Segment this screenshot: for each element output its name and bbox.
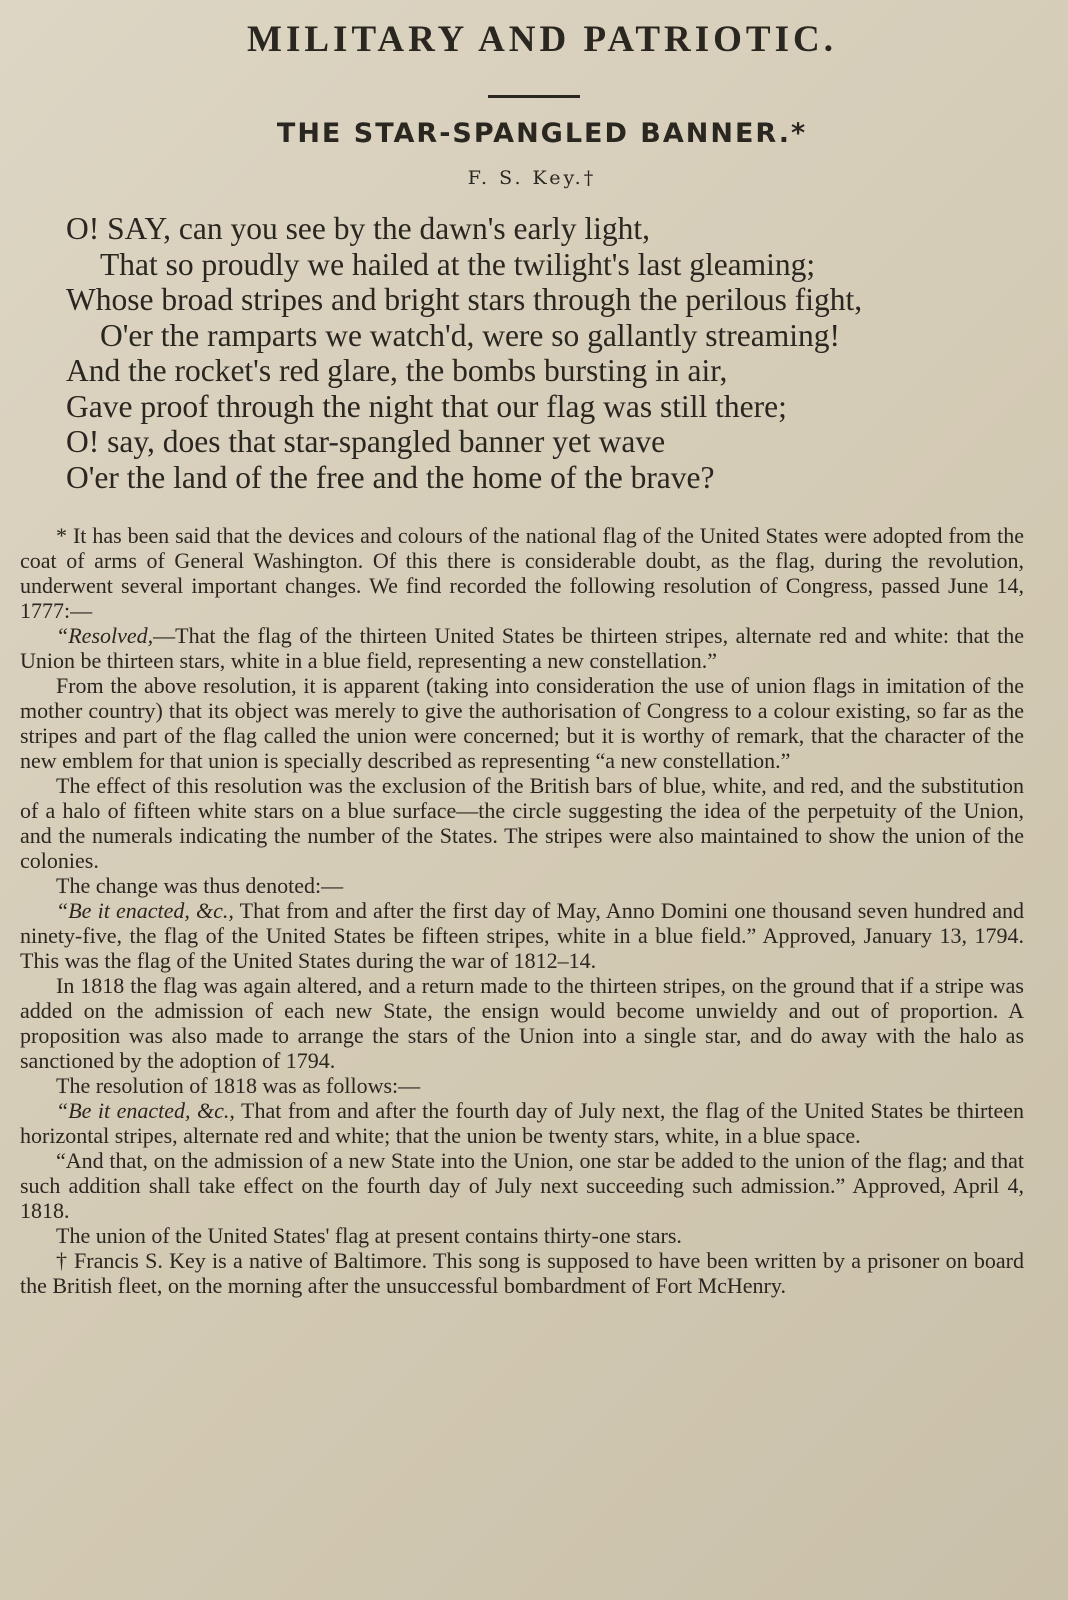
verse-line: Whose broad stripes and bright stars through the perilous fight, bbox=[66, 282, 863, 317]
footnote-paragraph: The resolution of 1818 was as follows:— bbox=[56, 1073, 421, 1098]
title-rule bbox=[488, 95, 580, 98]
poem-title: THE STAR-SPANGLED BANNER.* bbox=[276, 118, 808, 149]
footnote-paragraph: “And that, on the admission of a new State into the Union, one star be added to the union of the flag; and that such addition shall take effect on the fourth day of July next succeeding such admission.” Approved, April 4, 1818. bbox=[20, 1148, 1024, 1223]
footnote-paragraph bbox=[20, 1098, 1024, 1148]
poem-verse bbox=[66, 211, 1024, 495]
footnote-paragraph bbox=[20, 898, 1024, 973]
footnote-paragraph: From the above resolution, it is apparent (taking into consideration the use of union flags in imitation of the mother country) that its object was merely to give the authorisation of Congress to a colour existing, so far as the stripes and part of the flag called the union were concerned; but it is worthy of remark, that the character of the new emblem for that union is specially described as representing “a new constellation.” bbox=[20, 673, 1024, 773]
quote-body: —That the flag of the thirteen United States be thirteen stripes, alternate red and white: that the Union be thirteen stars, white in a blue field, representing a new constellation.” bbox=[20, 623, 1024, 673]
footnote-paragraph: The change was thus denoted:— bbox=[56, 873, 344, 898]
verse-line: And the rocket's red glare, the bombs bursting in air, bbox=[66, 353, 728, 388]
running-head: MILITARY AND PATRIOTIC. bbox=[247, 19, 837, 60]
footnote-paragraph: The effect of this resolution was the exclusion of the British bars of blue, white, and red, and the substitution of a halo of fifteen white stars on a blue surface—the circle suggesting the idea of the perpetuity of the Union, and the numerals indicating the number of the States. The stripes were also maintained to show the union of the colonies. bbox=[20, 773, 1024, 873]
poem-author: F. S. Key.† bbox=[467, 167, 597, 189]
verse-line: O! SAY, can you see by the dawn's early light, bbox=[66, 211, 650, 246]
quote-lead: “Be it enacted, &c., bbox=[56, 1098, 235, 1123]
quote-body: That from and after the first day of May, Anno Domini one thousand seven hundred and ninety-five, the flag of the United States be fifteen stripes, white in a blue field.” Approved, January 13, 1794. This was the flag of the United States during the war of 1812–14. bbox=[20, 898, 1025, 973]
footnote-paragraph: * It has been said that the devices and colours of the national flag of the United States were adopted from the coat of arms of General Washington. Of this there is considerable doubt, as the flag, during the revolution, underwent several important changes. We find recorded the following resolution of Congress, passed June 14, 1777:— bbox=[20, 523, 1024, 623]
verse-line: O! say, does that star-spangled banner yet wave bbox=[66, 424, 666, 459]
quote-body: That from and after the fourth day of July next, the flag of the United States be thirteen horizontal stripes, alternate red and white; that the union be twenty stars, white, in a blue space. bbox=[20, 1098, 1024, 1148]
verse-line: That so proudly we hailed at the twilight's last gleaming; bbox=[100, 246, 816, 282]
verse-line: O'er the ramparts we watch'd, were so gallantly streaming! bbox=[100, 317, 840, 353]
footnote-paragraph: The union of the United States' flag at present contains thirty-one stars. bbox=[56, 1223, 682, 1248]
footnote-paragraph: † Francis S. Key is a native of Baltimore. This song is supposed to have been written by a prisoner on board the British fleet, on the morning after the unsuccessful bombardment of Fort McHenry. bbox=[20, 1248, 1024, 1298]
verse-line: O'er the land of the free and the home of the brave? bbox=[66, 459, 715, 495]
footnotes bbox=[20, 523, 1024, 1298]
footnote-paragraph bbox=[20, 623, 1024, 673]
quote-lead: “Resolved, bbox=[56, 623, 154, 648]
verse-line: Gave proof through the night that our flag was still there; bbox=[66, 388, 787, 424]
footnote-paragraph: In 1818 the flag was again altered, and a return made to the thirteen stripes, on the ground that if a stripe was added on the admission of each new State, the ensign would become unwieldy and out of proportion. A proposition was also made to arrange the stars of the Union into a single star, and do away with the halo as sanctioned by the adoption of 1794. bbox=[20, 973, 1024, 1073]
quote-lead: “Be it enacted, &c., bbox=[56, 898, 234, 923]
